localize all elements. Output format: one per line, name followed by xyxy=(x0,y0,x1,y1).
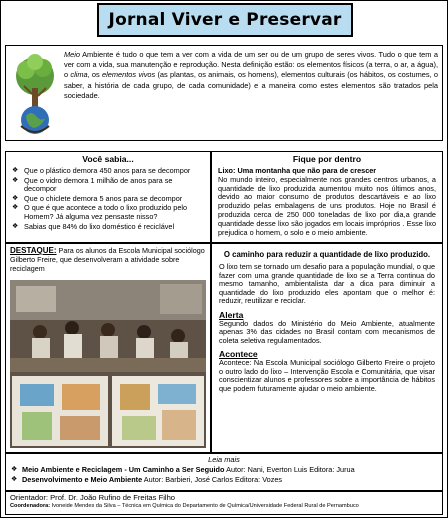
list-item xyxy=(11,475,442,485)
book-list xyxy=(6,465,442,485)
alerta-text: Segundo dados do Ministério do Meio Ambiente, atualmente apenas 3% das cidades no Brasil contam com mecanismos de coleta seletiva regulamentados. xyxy=(219,318,435,345)
voce-sabia-section xyxy=(5,151,211,243)
bullet-diamond-icon: ❖ xyxy=(11,466,18,473)
list-item: ❖ Sabias que 84% do lixo doméstico é reciclável xyxy=(12,221,175,231)
book-info: Autor: Nani, Everton Luis Editora: Jurua xyxy=(224,465,355,474)
bullet-diamond-icon: ❖ xyxy=(12,222,19,230)
list-item: ❖ Que o chiclete demora 5 anos para se decompor xyxy=(12,193,183,203)
intro-lead-word: Meio xyxy=(64,50,81,59)
intro-clima: clima xyxy=(70,70,88,80)
book-info: Autor: Barbieri, José Carlos Editora: Vozes xyxy=(142,475,283,484)
fique-text: No mundo inteiro, especialmente nos grandes centros urbanos, a quantidade de lixo produzida aumentou muito nos últimos anos, devido ao maior consumo de produtos descartáveis e ao lixo produzido pelas embalagens de uns produtos. Hoje no Brasil é produzida cerca de 250 000 toneladas de lixo por dia,a grande quantidade desse lixo são jogados em locais impróprios . Esse lixo prejudica o homem, o solo e o meio ambiente. xyxy=(218,174,436,237)
acontece-text: Acontece: Na Escola Municipal sociólogo Gilberto Freire o projeto o outro lado do lixo – Intervenção Escola e Comunitária, que visar conscientizar alunos e professores sobre a importância de hábitos que podem futuramente ajudar o meio ambiente. xyxy=(219,357,435,393)
fique-por-dentro-body xyxy=(212,164,442,237)
destaque-caption xyxy=(6,244,210,273)
coordenadora-text: Ivoneide Mendes da Silva – Técnica em Química do Departamento de Química/Universidade Federal Rural de Pernambuco xyxy=(50,503,359,509)
fique-por-dentro-section xyxy=(211,151,443,243)
reduzir-lixo-section xyxy=(211,243,443,453)
list-item xyxy=(11,465,442,475)
leia-mais-title: Leia mais xyxy=(208,455,240,464)
classroom-photo xyxy=(10,280,206,448)
list-item: ❖ Que o vidro demora 1 milhão de anos para se decompor xyxy=(12,175,173,194)
acontece-title: Acontece xyxy=(219,349,258,360)
reduzir-body xyxy=(212,244,442,393)
intro-paragraph xyxy=(64,50,438,101)
bullet-diamond-icon: ❖ xyxy=(12,204,19,212)
tree-globe-illustration xyxy=(12,50,58,138)
intro-box xyxy=(5,45,443,141)
intro-text-1: Ambiente é tudo o que tem a ver com a vida de um ser ou de um grupo de seres vivos. Tudo o que tem a ver com a vida, sua manutenção e reprodução. Nesta definição estão: os elementos físicos (a terra, o ar, a água), o xyxy=(64,50,438,80)
bullet-diamond-icon: ❖ xyxy=(12,194,19,202)
newsletter-header xyxy=(97,3,353,37)
bullet-diamond-icon: ❖ xyxy=(12,167,19,174)
list-item: ❖ O que é que acontece a todo o lixo produzido pelo Homem? Já alguma vez pensaste nisso? xyxy=(12,203,188,221)
voce-sabia-list xyxy=(6,167,210,231)
destaque-section xyxy=(5,243,211,453)
intro-text-2: , os xyxy=(87,70,102,80)
fique-por-dentro-title: Fique por dentro xyxy=(292,154,362,164)
newsletter-title: Jornal Viver e Preservar xyxy=(108,10,342,30)
voce-sabia-title: Você sabia... xyxy=(82,154,134,164)
coordenadora-line xyxy=(6,502,442,509)
destaque-tag: DESTAQUE: xyxy=(10,246,57,255)
book-title: Desenvolvimento e Meio Ambiente xyxy=(22,475,143,484)
list-item: ❖ Que o plástico demora 450 anos para se decompor xyxy=(12,166,191,175)
leia-mais-section xyxy=(5,453,443,491)
alerta-title: Alerta xyxy=(219,309,244,320)
book-title: Meio Ambiente e Reciclagem - Um Caminho a Ser Seguido xyxy=(22,465,225,474)
reduzir-title: O caminho para reduzir a quantidade de lixo produzido. xyxy=(223,250,431,259)
intro-elementos-vivos: elementos vivos xyxy=(102,70,156,80)
orientador-line: Orientador: Prof. Dr. João Rufino de Freitas Filho xyxy=(10,493,176,502)
intro-text-3: (as plantas, os animais, os homens), elementos culturais (os hábitos, os costumes, o saber, a história de cada grupo, de cada comunidade) e a maneira como estes elementos são tratados pela sociedade. xyxy=(64,70,438,100)
coordenadora-label: Coordenadora: xyxy=(10,503,51,509)
bullet-diamond-icon: ❖ xyxy=(12,176,19,184)
reduzir-text: O lixo tem se tornado um desafio para a população mundial, o que fazer com uma grande quantidade de lixo se a Terra continua do mesmo tamanho, ambientalista dar a dica para diminuir a quantidade do lixo produzido eles apontam que o melhor é: reduzir, reutilizar e reciclar. xyxy=(219,262,435,306)
bullet-diamond-icon: ❖ xyxy=(11,476,18,483)
destaque-text: Para os alunos da Escola Municipal sociólogo Gilberto Freire, que desenvolveram a atividade sobre reciclagem xyxy=(10,246,205,273)
fique-subhead: Lixo: Uma montanha que não para de crescer xyxy=(218,166,377,175)
credits-footer xyxy=(5,491,443,515)
